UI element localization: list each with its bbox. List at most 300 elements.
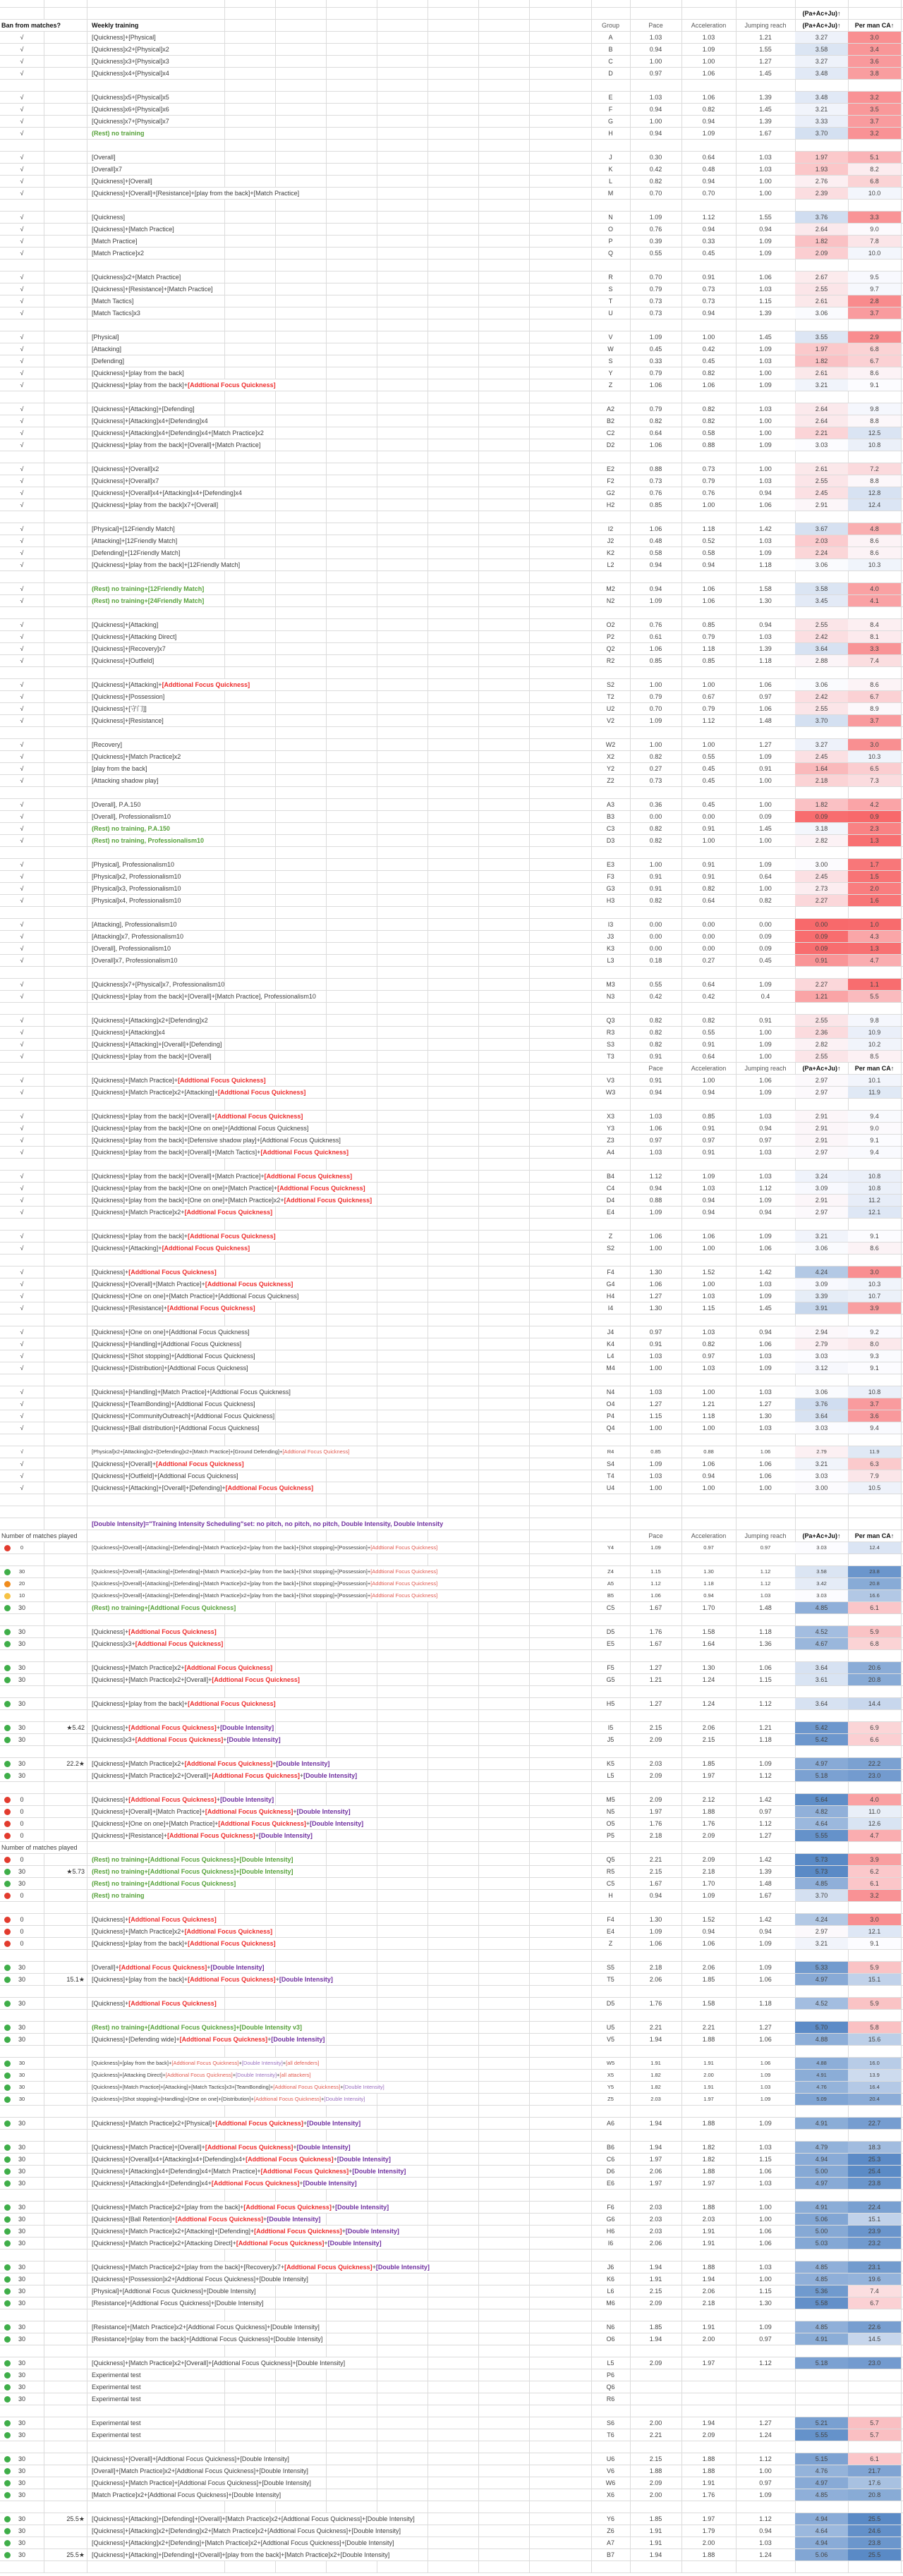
per-man-ca-cell[interactable]: 3.4 — [848, 44, 901, 55]
training-cell[interactable] — [92, 1734, 281, 1745]
sum-cell[interactable]: 2.94 — [795, 1326, 848, 1338]
jumping-reach-cell[interactable]: 1.00 — [759, 837, 772, 844]
jumping-reach-cell[interactable]: 1.09 — [759, 381, 772, 389]
group-cell[interactable]: I5 — [607, 1724, 614, 1731]
training-cell[interactable] — [92, 1998, 217, 2009]
jumping-reach-cell[interactable]: 1.00 — [759, 777, 772, 784]
training-cell[interactable] — [92, 1602, 236, 1613]
training-cell[interactable] — [92, 1638, 223, 1649]
training-cell[interactable] — [92, 883, 181, 894]
pace-cell[interactable]: 1.06 — [649, 381, 662, 389]
jumping-reach-cell[interactable]: 1.09 — [759, 1293, 772, 1300]
ban-checkmark[interactable]: √ — [20, 957, 24, 964]
acceleration-cell[interactable]: 0.94 — [703, 1592, 714, 1599]
ban-checkmark[interactable]: √ — [20, 1209, 24, 1216]
ban-checkmark[interactable]: √ — [20, 825, 24, 832]
group-cell[interactable]: H — [608, 130, 613, 137]
ban-checkmark[interactable]: √ — [20, 118, 24, 125]
per-man-ca-cell[interactable]: 8.2 — [848, 164, 901, 175]
sum-cell[interactable]: 2.45 — [795, 871, 848, 882]
pace-cell[interactable]: 2.09 — [649, 1736, 662, 1743]
sum-cell[interactable]: 3.67 — [795, 523, 848, 535]
pace-cell[interactable]: 0.94 — [649, 106, 662, 113]
training-cell[interactable] — [92, 2118, 360, 2129]
acceleration-cell[interactable]: 0.64 — [702, 981, 715, 988]
matches-count-cell[interactable]: 30 — [18, 2479, 25, 2486]
training-cell[interactable] — [92, 547, 180, 558]
group-cell[interactable]: R6 — [606, 2395, 615, 2403]
sum-cell[interactable]: 4.91 — [795, 2333, 848, 2345]
sum-cell[interactable]: 3.00 — [795, 859, 848, 870]
sum-cell[interactable]: 2.97 — [795, 1075, 848, 1086]
matches-count-cell[interactable]: 30 — [18, 2228, 25, 2235]
acceleration-cell[interactable]: 0.91 — [702, 1125, 715, 1132]
matches-count-cell[interactable]: 30 — [18, 1976, 25, 1983]
jumping-reach-cell[interactable]: 1.42 — [759, 1796, 772, 1803]
sum-cell[interactable]: 3.12 — [795, 1362, 848, 1374]
sum-cell[interactable]: 3.58 — [795, 1566, 848, 1577]
acceleration-cell[interactable]: 0.00 — [702, 933, 715, 940]
matches-count-cell[interactable]: 0 — [20, 1796, 24, 1803]
per-man-ca-cell[interactable]: 7.2 — [848, 463, 901, 475]
matches-count-cell[interactable]: 30 — [18, 1868, 25, 1875]
jumping-reach-cell[interactable]: 1.48 — [759, 717, 772, 724]
sum-cell[interactable]: 3.33 — [795, 116, 848, 127]
acceleration-cell[interactable]: 0.55 — [702, 753, 715, 760]
sum-cell[interactable]: 4.76 — [795, 2082, 848, 2093]
group-cell[interactable]: K — [608, 166, 613, 173]
jumping-reach-cell[interactable]: 1.03 — [759, 1424, 772, 1432]
per-man-ca-cell[interactable]: 3.3 — [848, 643, 901, 654]
ban-checkmark[interactable]: √ — [20, 441, 24, 448]
sum-cell[interactable]: 5.73 — [795, 1866, 848, 1877]
ban-checkmark[interactable]: √ — [20, 933, 24, 940]
pace-cell[interactable]: 2.15 — [649, 1724, 662, 1731]
per-man-ca-cell[interactable]: 3.2 — [848, 128, 901, 139]
acceleration-cell[interactable]: 1.00 — [702, 1484, 715, 1491]
group-cell[interactable]: Z4 — [607, 1568, 614, 1575]
ban-checkmark[interactable]: √ — [20, 1185, 24, 1192]
sum-cell[interactable]: 2.82 — [795, 1039, 848, 1050]
pace-cell[interactable]: 0.94 — [649, 1892, 662, 1899]
ban-checkmark[interactable]: √ — [20, 1365, 24, 1372]
sum-cell[interactable]: 3.06 — [795, 559, 848, 570]
training-cell[interactable] — [92, 1830, 313, 1841]
acceleration-header[interactable]: Acceleration — [691, 1065, 727, 1072]
pace-cell[interactable]: 0.91 — [649, 1077, 662, 1084]
per-man-ca-cell[interactable]: 12.4 — [848, 1542, 901, 1553]
per-man-ca-cell[interactable]: 1.5 — [848, 871, 901, 882]
acceleration-cell[interactable]: 0.94 — [702, 226, 715, 233]
sum-cell[interactable]: 3.55 — [795, 331, 848, 343]
matches-count-cell[interactable]: 30 — [18, 1676, 25, 1683]
acceleration-cell[interactable]: 1.00 — [702, 741, 715, 748]
jumping-reach-cell[interactable]: 0.00 — [759, 921, 772, 928]
acceleration-cell[interactable]: 0.91 — [702, 861, 715, 868]
ban-checkmark[interactable]: √ — [20, 1029, 24, 1036]
acceleration-cell[interactable]: 1.30 — [703, 1568, 714, 1575]
training-cell[interactable] — [92, 427, 264, 439]
pace-cell[interactable]: 0.42 — [649, 166, 662, 173]
per-man-ca-cell[interactable]: 9.1 — [848, 1231, 901, 1242]
per-man-ca-cell[interactable]: 16.4 — [848, 2082, 901, 2093]
per-man-ca-cell[interactable]: 20.8 — [848, 1578, 901, 1589]
group-cell[interactable]: Z — [608, 1233, 613, 1240]
group-cell[interactable]: B5 — [607, 1592, 614, 1599]
group-cell[interactable]: N4 — [606, 1388, 615, 1396]
training-cell[interactable] — [92, 535, 177, 547]
ban-checkmark[interactable]: √ — [20, 585, 24, 592]
group-cell[interactable]: A4 — [606, 1149, 614, 1156]
per-man-ca-cell[interactable]: 12.6 — [848, 1818, 901, 1829]
training-cell[interactable] — [92, 2154, 391, 2165]
group-cell[interactable]: F4 — [607, 1916, 614, 1923]
acceleration-cell[interactable]: 0.85 — [702, 621, 715, 628]
matches-count-cell[interactable]: 30 — [18, 1724, 25, 1731]
ban-checkmark[interactable]: √ — [20, 465, 24, 472]
group-cell[interactable]: T2 — [607, 693, 614, 700]
sum-cell[interactable]: 4.94 — [795, 2154, 848, 2165]
group-cell[interactable]: P — [608, 238, 613, 245]
training-cell[interactable] — [92, 1386, 291, 1398]
group-cell[interactable]: X5 — [607, 2072, 614, 2078]
matches-count-cell[interactable]: 30 — [18, 1628, 25, 1635]
sum-cell[interactable]: 2.27 — [795, 979, 848, 990]
jumping-reach-cell[interactable]: 0.94 — [759, 621, 772, 628]
jumping-reach-cell[interactable]: 0.94 — [759, 489, 772, 496]
per-man-ca-cell[interactable]: 5.9 — [848, 1962, 901, 1973]
per-man-ca-cell[interactable]: 8.6 — [848, 679, 901, 690]
ban-checkmark[interactable]: √ — [20, 1137, 24, 1144]
sum-cell[interactable]: 3.06 — [795, 679, 848, 690]
ban-checkmark[interactable]: √ — [20, 58, 24, 65]
pace-cell[interactable]: 0.76 — [649, 226, 662, 233]
training-cell[interactable] — [92, 1231, 276, 1242]
sum-cell[interactable]: 4.85 — [795, 1602, 848, 1613]
pace-cell[interactable]: 1.00 — [649, 1484, 662, 1491]
pace-cell[interactable]: 1.21 — [649, 1676, 662, 1683]
training-cell[interactable] — [92, 307, 140, 319]
pace-cell[interactable]: 1.06 — [649, 645, 662, 652]
training-cell[interactable] — [92, 2549, 389, 2560]
jumping-reach-cell[interactable]: 1.00 — [759, 429, 772, 437]
per-man-ca-cell[interactable]: 19.6 — [848, 2273, 901, 2285]
matches-count-cell[interactable]: 0 — [20, 1820, 24, 1827]
sum-cell[interactable]: 5.70 — [795, 2022, 848, 2033]
ban-checkmark[interactable]: √ — [20, 945, 24, 952]
jumping-reach-cell[interactable]: 0.97 — [759, 1137, 772, 1144]
per-man-ca-cell[interactable]: 8.8 — [848, 415, 901, 427]
per-man-ca-cell[interactable]: 12.1 — [848, 1926, 901, 1937]
group-cell[interactable]: Q5 — [606, 1856, 615, 1863]
matches-count-cell[interactable]: 30 — [18, 2467, 25, 2474]
jumping-reach-cell[interactable]: 1.06 — [759, 1472, 772, 1479]
training-cell[interactable] — [92, 487, 242, 499]
per-man-ca-cell[interactable]: 22.2 — [848, 1758, 901, 1769]
ban-checkmark[interactable]: √ — [20, 310, 24, 317]
sum-cell[interactable]: 2.55 — [795, 283, 848, 295]
training-cell[interactable] — [92, 691, 164, 702]
jumping-reach-cell[interactable]: 1.09 — [760, 2072, 771, 2078]
jumping-reach-cell[interactable]: 1.00 — [759, 370, 772, 377]
jumping-reach-cell[interactable]: 1.09 — [759, 753, 772, 760]
pace-cell[interactable]: 1.00 — [649, 861, 662, 868]
group-cell[interactable]: W — [607, 346, 614, 353]
training-cell[interactable] — [92, 955, 178, 966]
acceleration-cell[interactable]: 1.06 — [702, 1233, 715, 1240]
group-cell[interactable]: T6 — [607, 2431, 614, 2438]
ban-checkmark[interactable]: √ — [20, 525, 24, 532]
training-cell[interactable] — [92, 1207, 272, 1218]
sum-cell[interactable]: 3.21 — [795, 1458, 848, 1470]
acceleration-cell[interactable]: 0.94 — [702, 118, 715, 125]
ban-checkmark[interactable]: √ — [20, 1448, 24, 1455]
per-man-ca-cell[interactable]: 5.9 — [848, 1626, 901, 1637]
jumping-reach-cell[interactable]: 0.97 — [759, 2336, 772, 2343]
sum-cell[interactable]: 5.64 — [795, 1794, 848, 1805]
per-man-ca-cell[interactable]: 8.6 — [848, 1243, 901, 1254]
training-cell[interactable] — [92, 1266, 217, 1278]
pace-cell[interactable]: 1.06 — [650, 1592, 661, 1599]
group-cell[interactable]: Z2 — [607, 777, 614, 784]
sum-cell[interactable]: 1.97 — [795, 343, 848, 355]
jumping-reach-cell[interactable]: 1.03 — [759, 358, 772, 365]
pace-cell[interactable]: 2.09 — [649, 2479, 662, 2486]
pace-cell[interactable]: 1.09 — [649, 1460, 662, 1467]
sum-cell[interactable]: 3.48 — [795, 92, 848, 103]
ban-checkmark[interactable]: √ — [20, 885, 24, 892]
per-man-ca-cell[interactable]: 9.1 — [848, 1135, 901, 1146]
pace-cell[interactable]: 1.09 — [649, 1928, 662, 1935]
acceleration-cell[interactable]: 1.97 — [702, 2180, 715, 2187]
sum-cell[interactable]: 3.70 — [795, 715, 848, 726]
group-cell[interactable]: G2 — [606, 489, 615, 496]
ban-checkmark[interactable]: √ — [20, 358, 24, 365]
jumping-reach-cell[interactable]: 0.82 — [759, 897, 772, 904]
jumping-reach-cell[interactable]: 1.27 — [759, 2419, 772, 2427]
pace-cell[interactable]: 0.82 — [649, 1017, 662, 1024]
per-man-ca-cell[interactable]: 6.9 — [848, 1722, 901, 1733]
per-man-ca-cell[interactable]: 3.3 — [848, 212, 901, 223]
acceleration-cell[interactable]: 0.94 — [702, 1209, 715, 1216]
ban-checkmark[interactable]: √ — [20, 286, 24, 293]
matches-count-cell[interactable]: 30 — [18, 2144, 25, 2151]
acceleration-cell[interactable]: 1.52 — [702, 1269, 715, 1276]
pace-cell[interactable]: 1.03 — [649, 1472, 662, 1479]
training-cell[interactable] — [92, 188, 299, 199]
group-cell[interactable]: J3 — [607, 933, 614, 940]
training-cell[interactable] — [92, 1794, 274, 1805]
sum-cell[interactable]: 4.85 — [795, 2261, 848, 2273]
training-cell[interactable] — [92, 1542, 437, 1553]
ban-checkmark[interactable]: √ — [20, 106, 24, 113]
ban-checkmark[interactable]: √ — [20, 226, 24, 233]
group-cell[interactable]: T — [608, 298, 613, 305]
per-man-ca-cell[interactable]: 4.0 — [848, 583, 901, 594]
sum-cell[interactable]: 3.61 — [795, 1674, 848, 1685]
acceleration-cell[interactable]: 0.79 — [702, 633, 715, 640]
acceleration-cell[interactable]: 0.94 — [702, 1089, 715, 1096]
training-cell[interactable] — [92, 1362, 248, 1374]
ban-checkmark[interactable]: √ — [20, 405, 24, 413]
per-man-ca-cell[interactable]: 10.8 — [848, 1171, 901, 1182]
jumping-reach-cell[interactable]: 1.09 — [759, 1233, 772, 1240]
training-cell[interactable] — [92, 1015, 208, 1026]
pace-cell[interactable]: 2.03 — [649, 2204, 662, 2211]
pace-cell[interactable]: 2.21 — [649, 2024, 662, 2031]
sum-cell[interactable]: 5.06 — [795, 2214, 848, 2225]
acceleration-cell[interactable]: 0.45 — [702, 777, 715, 784]
group-cell[interactable]: E4 — [606, 1209, 614, 1216]
training-cell[interactable] — [92, 1183, 365, 1194]
group-cell[interactable]: Y — [608, 370, 613, 377]
group-cell[interactable]: R — [608, 274, 613, 281]
matches-count-cell[interactable]: 30 — [18, 2515, 25, 2522]
pace-cell[interactable]: 1.82 — [650, 2084, 661, 2090]
training-cell[interactable] — [92, 1446, 349, 1458]
star-note-cell[interactable]: ★5.73 — [66, 1868, 85, 1875]
ban-checkmark[interactable]: √ — [20, 381, 24, 389]
per-man-ca-cell[interactable]: 7.9 — [848, 1470, 901, 1482]
sum-cell[interactable]: 4.88 — [795, 2034, 848, 2045]
acceleration-cell[interactable]: 1.88 — [702, 1808, 715, 1815]
jumping-reach-cell[interactable]: 1.03 — [759, 1353, 772, 1360]
pace-cell[interactable]: 0.70 — [649, 274, 662, 281]
acceleration-cell[interactable]: 0.88 — [702, 441, 715, 448]
per-man-ca-cell[interactable]: 25.5 — [848, 2513, 901, 2525]
acceleration-cell[interactable]: 1.70 — [702, 1604, 715, 1611]
per-man-ca-cell[interactable]: 6.7 — [848, 355, 901, 367]
matches-count-cell[interactable]: 30 — [18, 2096, 25, 2102]
pace-cell[interactable]: 2.18 — [649, 1832, 662, 1839]
acceleration-cell[interactable]: 0.94 — [702, 1928, 715, 1935]
acceleration-cell[interactable]: 0.64 — [702, 1053, 715, 1060]
pace-cell[interactable]: 0.48 — [649, 537, 662, 544]
acceleration-cell[interactable]: 0.58 — [702, 429, 715, 437]
jumping-reach-cell[interactable]: 1.06 — [759, 1341, 772, 1348]
training-cell[interactable] — [92, 1626, 217, 1637]
group-cell[interactable]: B7 — [606, 2551, 614, 2558]
group-cell[interactable]: Y5 — [607, 2084, 614, 2090]
sum-cell[interactable]: 5.18 — [795, 1770, 848, 1781]
per-man-ca-cell[interactable]: 5.7 — [848, 2417, 901, 2429]
training-cell[interactable] — [92, 439, 260, 451]
training-cell[interactable] — [92, 224, 174, 235]
group-cell[interactable]: J6 — [607, 2264, 614, 2271]
matches-count-cell[interactable]: 30 — [18, 2383, 25, 2391]
training-cell[interactable] — [92, 1674, 300, 1685]
acceleration-cell[interactable]: 1.97 — [702, 1772, 715, 1779]
pace-cell[interactable]: 1.88 — [649, 2467, 662, 2474]
per-man-ca-cell[interactable]: 3.6 — [848, 56, 901, 67]
group-cell[interactable]: J5 — [607, 1736, 614, 1743]
per-man-ca-cell[interactable]: 18.3 — [848, 2142, 901, 2153]
per-man-ca-cell[interactable]: 4.3 — [848, 931, 901, 942]
jumping-reach-cell[interactable]: 0.09 — [759, 813, 772, 820]
per-man-ca-cell[interactable]: 6.1 — [848, 1602, 901, 1613]
acceleration-cell[interactable]: 0.94 — [702, 561, 715, 568]
sum-cell[interactable]: 3.58 — [795, 44, 848, 55]
matches-count-cell[interactable]: 30 — [18, 2527, 25, 2534]
pace-cell[interactable]: 0.91 — [649, 1053, 662, 1060]
sum-cell[interactable]: 2.18 — [795, 775, 848, 786]
jumping-reach-cell[interactable]: 1.30 — [759, 597, 772, 604]
acceleration-cell[interactable]: 1.00 — [702, 1077, 715, 1084]
jumping-reach-cell[interactable]: 1.03 — [759, 2264, 772, 2271]
ban-checkmark[interactable]: √ — [20, 154, 24, 161]
group-cell[interactable]: L3 — [607, 957, 614, 964]
group-cell[interactable]: C5 — [606, 1604, 615, 1611]
training-cell[interactable] — [92, 32, 156, 43]
matches-count-cell[interactable]: 30 — [18, 2060, 25, 2066]
sum-cell[interactable]: 4.52 — [795, 1998, 848, 2009]
acceleration-cell[interactable]: 1.85 — [702, 1976, 715, 1983]
pace-cell[interactable]: 1.97 — [649, 2180, 662, 2187]
sum-cell[interactable]: 3.76 — [795, 212, 848, 223]
sum-cell[interactable]: 2.61 — [795, 367, 848, 379]
training-cell[interactable] — [92, 1123, 308, 1134]
training-cell[interactable] — [92, 715, 164, 726]
pace-cell[interactable]: 1.97 — [649, 2156, 662, 2163]
training-cell[interactable] — [92, 164, 122, 175]
ban-checkmark[interactable]: √ — [20, 1017, 24, 1024]
pace-cell[interactable]: 2.00 — [649, 2491, 662, 2498]
acceleration-cell[interactable]: 1.91 — [702, 2479, 715, 2486]
training-cell[interactable] — [92, 2202, 389, 2213]
acceleration-cell[interactable]: 0.91 — [702, 825, 715, 832]
group-cell[interactable]: K4 — [606, 1341, 614, 1348]
group-cell[interactable]: H4 — [606, 1293, 615, 1300]
jumping-reach-cell[interactable]: 1.09 — [759, 1197, 772, 1204]
training-cell[interactable] — [92, 619, 158, 630]
ban-checkmark[interactable]: √ — [20, 190, 24, 197]
training-cell[interactable] — [92, 1278, 293, 1290]
per-man-ca-cell[interactable]: 3.0 — [848, 739, 901, 750]
acceleration-cell[interactable]: 1.18 — [702, 1412, 715, 1420]
per-man-ca-cell[interactable]: 3.2 — [848, 92, 901, 103]
acceleration-cell[interactable]: 1.97 — [703, 2096, 714, 2102]
pace-cell[interactable]: 1.00 — [649, 1365, 662, 1372]
group-cell[interactable]: U — [608, 310, 613, 317]
pace-cell[interactable]: 1.91 — [649, 2276, 662, 2283]
jumping-reach-cell[interactable]: 1.18 — [759, 657, 772, 664]
training-cell[interactable] — [92, 1302, 255, 1314]
pace-cell[interactable]: 1.94 — [649, 2264, 662, 2271]
sum-cell[interactable]: 4.64 — [795, 2525, 848, 2537]
ban-checkmark[interactable]: √ — [20, 1460, 24, 1467]
per-man-ca-cell[interactable]: 8.6 — [848, 367, 901, 379]
ban-checkmark[interactable]: √ — [20, 633, 24, 640]
training-cell[interactable] — [92, 751, 181, 762]
ban-checkmark[interactable]: √ — [20, 130, 24, 137]
training-cell[interactable] — [92, 2381, 141, 2393]
ban-checkmark[interactable]: √ — [20, 1400, 24, 1408]
sum-header[interactable]: (Pa+Ac+Ju)↑ — [802, 1065, 841, 1072]
training-cell[interactable] — [92, 2273, 308, 2285]
per-man-ca-cell[interactable]: 8.5 — [848, 1051, 901, 1062]
pace-cell[interactable]: 0.76 — [649, 489, 662, 496]
acceleration-cell[interactable]: 1.18 — [702, 525, 715, 532]
group-cell[interactable]: H5 — [606, 1700, 615, 1707]
group-cell[interactable]: C — [608, 58, 613, 65]
group-cell[interactable]: F5 — [607, 1664, 614, 1671]
ban-checkmark[interactable]: √ — [20, 861, 24, 868]
jumping-reach-cell[interactable]: 1.12 — [759, 1820, 772, 1827]
ban-checkmark[interactable]: √ — [20, 238, 24, 245]
per-man-ca-cell[interactable]: 15.1 — [848, 2214, 901, 2225]
matches-count-cell[interactable]: 30 — [18, 2551, 25, 2558]
jumping-reach-cell[interactable]: 1.15 — [759, 298, 772, 305]
